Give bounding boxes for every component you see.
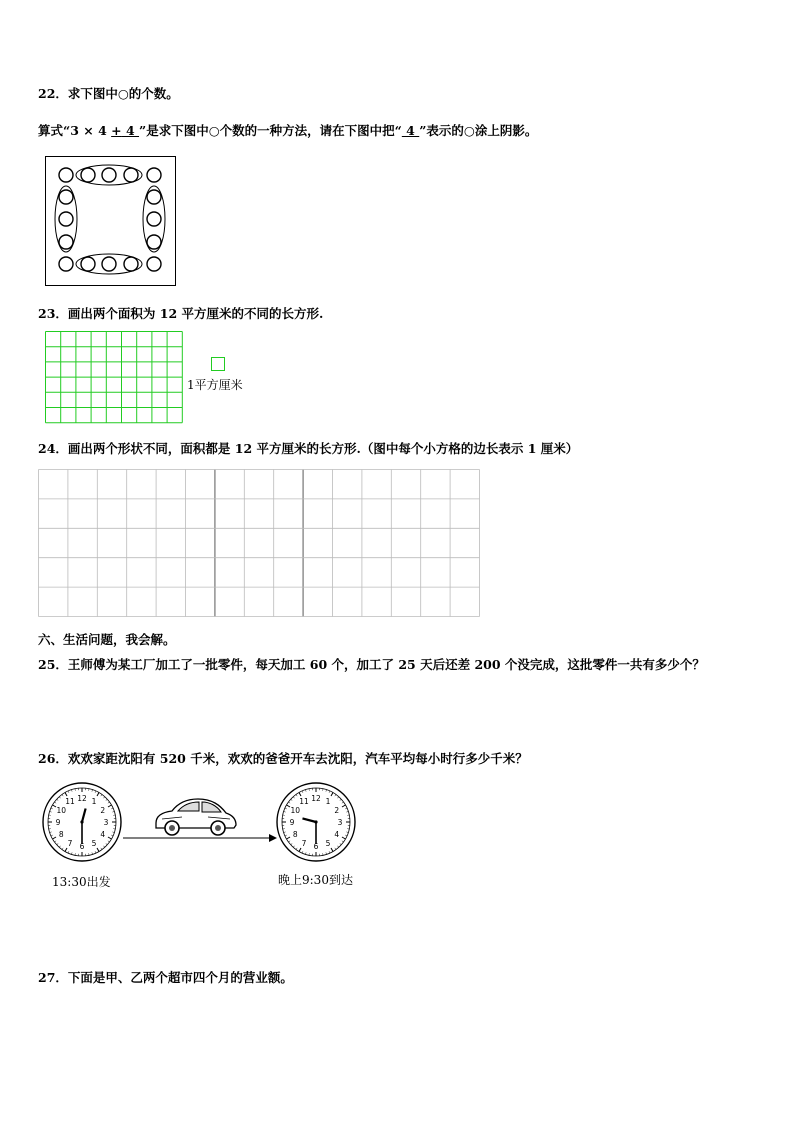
unit-square (211, 357, 225, 371)
q24-title: 24．画出两个形状不同，面积都是 12 平方厘米的长方形.（图中每个小方格的边长表示 1 厘米） (38, 441, 579, 456)
clock-number: 1 (325, 797, 331, 807)
clock-number: 3 (337, 818, 343, 827)
clock-number: 10 (290, 806, 300, 815)
clock-number: 4 (334, 830, 340, 839)
q25-title: 25．王师傅为某工厂加工了一批零件，每天加工 60 个，加工了 25 天后还差 200 个没完成，这批零件一共有多少个？ (38, 657, 705, 672)
clock-number: 5 (325, 838, 331, 848)
clock-number: 1 (91, 797, 97, 807)
clock-number: 9 (55, 818, 61, 827)
clock-number: 11 (65, 797, 75, 807)
unit-square-label: 1平方厘米 (187, 378, 243, 392)
gray-grid[interactable] (38, 469, 479, 617)
clock-number: 2 (100, 806, 106, 815)
section-6-title: 六、生活问题，我会解。 (38, 632, 176, 647)
clock-number: 3 (103, 818, 109, 827)
clock-number: 11 (299, 797, 309, 807)
depart-clock-icon (41, 781, 123, 863)
arrive-time-label: 晚上9:30到达 (278, 873, 353, 887)
clock-number: 8 (58, 830, 64, 839)
clock-number: 6 (79, 842, 85, 851)
clock-number: 7 (301, 838, 307, 848)
clock-number: 4 (100, 830, 106, 839)
clock-number: 9 (289, 818, 295, 827)
circles-figure[interactable] (45, 156, 176, 286)
clock-number: 6 (313, 842, 319, 851)
clock-number: 10 (56, 806, 66, 815)
clock-number: 12 (77, 794, 87, 803)
clock-number: 7 (67, 838, 73, 848)
clock-number: 8 (292, 830, 298, 839)
q22-instruction: 算式“3 × 4 + 4 ”是求下图中○个数的一种方法，请在下图中把“ 4 ”表示的○涂上阴影。 (38, 123, 538, 138)
clock-number: 2 (334, 806, 340, 815)
q26-title: 26．欢欢家距沈阳有 520 千米，欢欢的爸爸开车去沈阳，汽车平均每小时行多少千米？ (38, 751, 528, 766)
depart-time-label: 13:30出发 (52, 875, 111, 889)
q27-title: 27．下面是甲、乙两个超市四个月的营业额。 (38, 970, 293, 985)
arrive-clock-icon (275, 781, 357, 863)
clock-number: 12 (311, 794, 321, 803)
q22-title: 22．求下图中○的个数。 (38, 86, 179, 101)
q23-title: 23．画出两个面积为 12 平方厘米的不同的长方形. (38, 306, 324, 321)
car-icon (152, 795, 238, 837)
clock-number: 5 (91, 838, 97, 848)
green-grid[interactable] (45, 331, 182, 423)
